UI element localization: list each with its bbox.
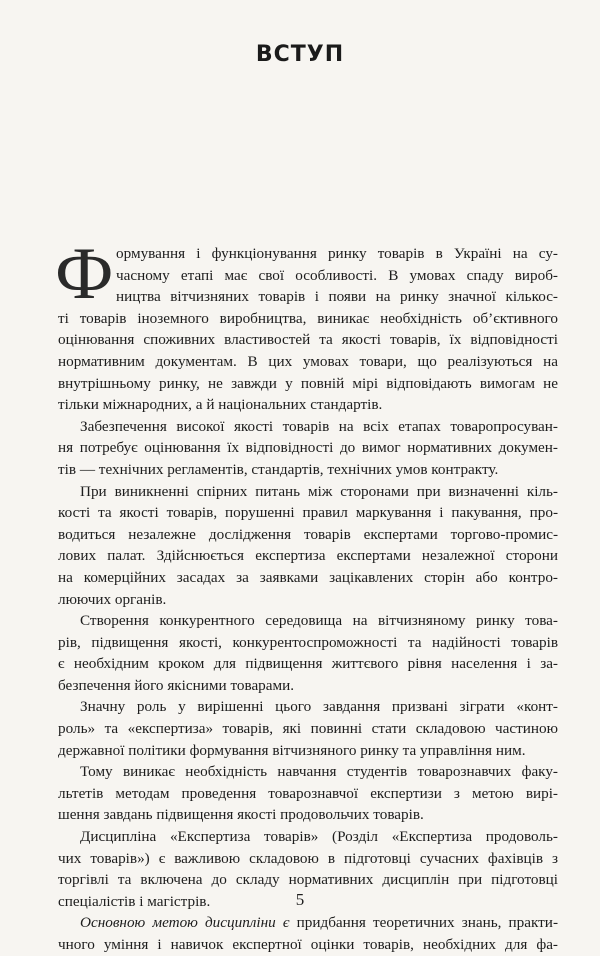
body-text	[55, 233, 558, 956]
text-line: торгівлі та включена до складу нормативних дисциплін при підготовці	[58, 871, 558, 889]
text-line: роль» та «експертиза» товарів, які повинні стати складовою частиною	[58, 720, 558, 738]
paragraph-4	[58, 610, 558, 696]
text-line: Значну роль у вирішенні цього завдання призвані зіграти «конт-	[80, 698, 558, 716]
text-line: рів, підвищення якості, конкурентоспроможності та надійності товарів	[58, 633, 558, 651]
text-line: нормативним документам. В цих умовах товари, що реалізуються на	[58, 352, 558, 370]
text-line: Забезпечення високої якості товарів на всіх етапах товаропросуван-	[80, 417, 558, 435]
paragraph-1	[55, 233, 558, 416]
text-line: оцінювання споживних властивостей та якості товарів, їх відповідності	[58, 331, 558, 349]
drop-cap: Ф	[55, 233, 114, 315]
text-line: Створення конкурентного середовища на вітчизняному ринку това-	[80, 612, 558, 630]
text-line: державної політики формування вітчизняного ринку та управління ним.	[58, 741, 526, 759]
paragraph-2	[58, 416, 558, 481]
paragraph-6	[58, 761, 558, 826]
text-line	[58, 912, 558, 934]
text-line-rest: придбання теоретичних знань, практи-	[289, 914, 558, 932]
text-line: кості та якості товарів, порушенні правил маркування і пакування, про-	[58, 504, 558, 522]
paragraph-5	[58, 696, 558, 761]
text-line: чного уміння і навичок експертної оцінки товарів, необхідних для фа-	[58, 936, 558, 953]
paragraph-3	[58, 481, 558, 611]
italic-lead: Основною метою дисципліни є	[80, 914, 290, 932]
text-line: внутрішньому ринку, не завжди у повній мірі відповідають вимогам не	[58, 374, 558, 392]
text-line: часному етапі має свої особливості. В умовах спаду вироб-	[116, 266, 558, 284]
text-line: на комерційних засадах за заявками зацікавлених сторін або контро-	[58, 568, 558, 586]
text-line: Тому виникає необхідність навчання студентів товарознавчих факу-	[80, 763, 558, 781]
page-number: 5	[295, 890, 305, 909]
text-line: ня потребує оцінювання їх відповідності до вимог нормативних докумен-	[58, 439, 558, 457]
text-line: є необхідним кроком для підвищення життєвого рівня населення і за-	[58, 655, 558, 673]
text-line: тів — технічних регламентів, стандартів, технічних умов контракту.	[58, 460, 499, 478]
page-title: ВСТУП	[255, 42, 345, 67]
text-line: При виникненні спірних питань між сторонами при визначенні кіль-	[80, 482, 558, 500]
text-line: люючих органів.	[58, 590, 167, 608]
text-line: водиться незалежне дослідження товарів експертами торгово-промис-	[58, 525, 558, 543]
text-line: шення завдань підвищення якості продовольчих товарів.	[58, 806, 424, 824]
text-line: ництва вітчизняних товарів і появи на ринку значної кількос-	[116, 288, 558, 306]
text-line: лових палат. Здійснюється експертиза експертами незалежної сторони	[58, 547, 558, 565]
text-line: льтетів методам проведення товарознавчої експертизи з метою вирі-	[58, 784, 558, 802]
paragraph-8	[58, 912, 558, 955]
text-line: Дисципліна «Експертиза товарів» (Розділ «Експертиза продоволь-	[80, 828, 558, 846]
text-line: спеціалістів і магістрів.	[58, 892, 211, 910]
text-line: ормування і функціонування ринку товарів в Україні на су-	[116, 245, 558, 262]
text-line: ті товарів іноземного виробництва, виникає необхідність об’єктивного	[58, 309, 558, 327]
text-line: тільки міжнародних, а й національних стандартів.	[58, 396, 383, 414]
text-line: чих товарів») є важливою складовою в підготовці сучасних фахівців з	[58, 849, 558, 867]
text-line: безпечення його якісними товарами.	[58, 676, 295, 694]
